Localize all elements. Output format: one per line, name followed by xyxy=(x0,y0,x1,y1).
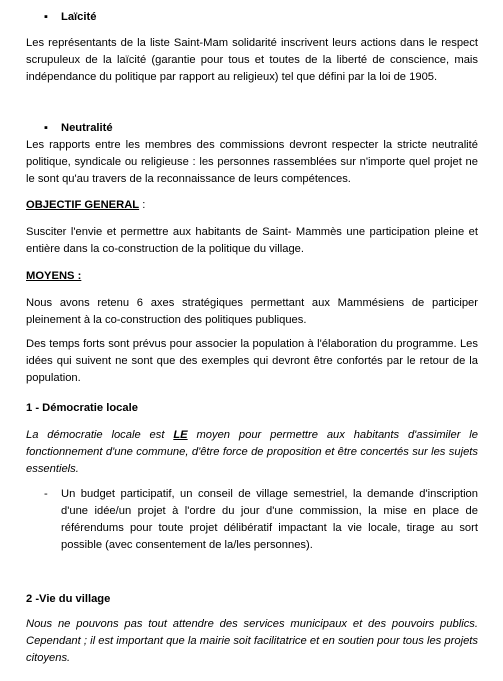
objectif-heading-suffix: : xyxy=(139,199,146,211)
moyens-paragraph-1: Nous avons retenu 6 axes stratégiques permettant aux Mammésiens de participer pleinement à la co-construction des politiques publiques. xyxy=(26,297,478,326)
vie-paragraph: Nous ne pouvons pas tout attendre des services municipaux et des pouvoirs publics. Cependant ; il est important que la mairie soit facilitatrice et en soutien pour tous les projets citoyens. xyxy=(26,618,478,664)
neutralite-title: Neutralité xyxy=(61,122,113,134)
democratie-intro-end: moyen pour permettre aux habitants d'assimiler le fonctionnement d'une commune, d'être force de proposition et être concertés sur les sujets essentiels. xyxy=(26,429,478,475)
laicite-title: Laïcité xyxy=(61,11,97,23)
objectif-heading-label: OBJECTIF GENERAL xyxy=(26,199,140,211)
bullet-icon: ▪ xyxy=(44,11,48,23)
moyens-heading: MOYENS : xyxy=(26,270,82,282)
democratie-heading: 1 - Démocratie locale xyxy=(26,402,138,414)
vie-heading: 2 -Vie du village xyxy=(26,593,111,605)
objectif-paragraph: Susciter l'envie et permettre aux habitants de Saint- Mammès une participation pleine et entière dans la co-construction de la politique du village. xyxy=(26,226,478,255)
objectif-heading xyxy=(26,197,478,214)
dash-bullet: - xyxy=(44,488,48,500)
democratie-intro-start: La démocratie locale est xyxy=(26,429,174,441)
bullet-icon: ▪ xyxy=(44,122,48,134)
moyens-paragraph-2: Des temps forts sont prévus pour associer la population à l'élaboration du programme. Les idées qui suivent ne sont que des exemples qui devront être confortés par le retour de la population. xyxy=(26,338,478,384)
neutralite-paragraph: Les rapports entre les membres des commissions devront respecter la stricte neutralité politique, syndicale ou religieuse : les personnes rassemblées sur n'importe quel projet ne le sont qu'au travers de la reconnaissance de leurs compétences. xyxy=(26,139,478,185)
democratie-item: Un budget participatif, un conseil de village semestriel, la demande d'inscription d'une idée/un projet à l'ordre du jour d'une commission, la mise en place de référendums pour toute projet délibératif impactant la vie locale, tirage au sort possible (avec consentement de la/les personnes). xyxy=(61,488,478,551)
laicite-paragraph: Les représentants de la liste Saint-Mam solidarité inscrivent leurs actions dans le respect scrupuleux de la laïcité (garantie pour tous et toutes de la liberté de conscience, mais indépendance du politique par rapport au religieux) tel que défini par la loi de 1905. xyxy=(26,37,478,83)
democratie-intro xyxy=(26,427,478,478)
democratie-intro-emphasis: LE xyxy=(173,429,188,441)
